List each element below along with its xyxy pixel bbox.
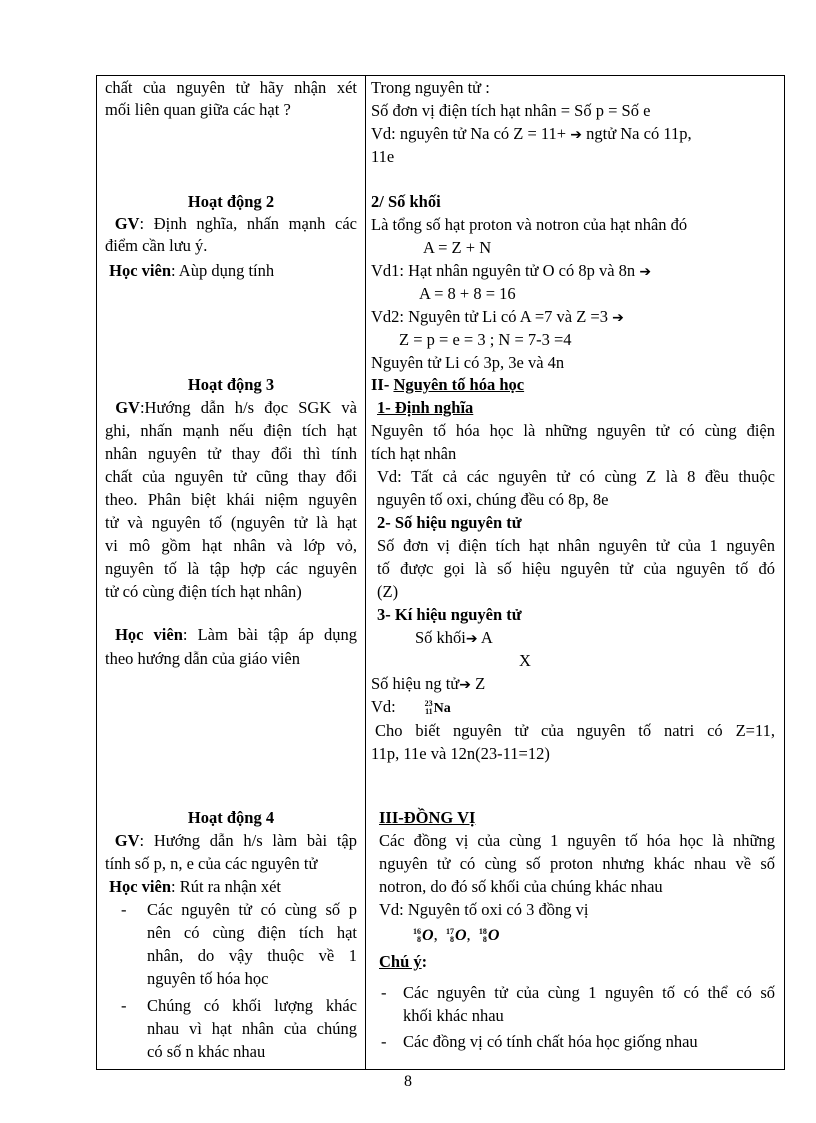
right-text: 11e <box>371 147 395 166</box>
note-text: khối khác nhau <box>403 1006 504 1025</box>
right-text: Vd1: Hạt nhân nguyên tử O có 8p và 8n ➔ <box>371 261 652 280</box>
oxygen-isotopes: 16 8O, 17 8O, 18 8O <box>413 925 500 945</box>
right-text: Số đơn vị điện tích hạt nhân nguyên tử của 1 nguyên <box>377 536 775 555</box>
right-text: Các đồng vị của cùng 1 nguyên tố hóa học là những <box>379 831 775 850</box>
note-text: Các đồng vị có tính chất hóa học giống nhau <box>403 1032 698 1051</box>
sub-heading: 3- Kí hiệu nguyên tử <box>377 605 522 624</box>
bullet-text: nhân, do vậy thuộc về 1 <box>147 946 357 965</box>
left-text: mối liên quan giữa các hạt ? <box>105 100 291 119</box>
sub-heading: 2- Số hiệu nguyên tử <box>377 513 522 532</box>
right-text: Là tổng số hạt proton và notron của hạt nhân đó <box>371 215 688 234</box>
gv-text: GV: Định nghĩa, nhấn mạnh các <box>114 214 357 233</box>
gv-text: vi mô gồm hạt nhân và lớp vỏ, <box>105 536 357 555</box>
section-heading: II- Nguyên tố hóa học <box>371 375 525 394</box>
arrow-right-icon: ➔ <box>465 631 478 647</box>
arrow-right-icon: ➔ <box>459 677 471 693</box>
symbol-label: Số hiệu ng tử➔ Z <box>371 674 486 693</box>
activity-title: Hoạt động 3 <box>187 375 275 394</box>
isotope-symbol: 16 8O <box>413 927 434 945</box>
bullet-text: nguyên tố hóa học <box>147 969 269 988</box>
note-label: Chú ý: <box>379 952 428 971</box>
formula: Z = p = e = 3 ; N = 7-3 =4 <box>399 330 572 349</box>
arrow-right-icon: ➔ <box>612 310 624 326</box>
bullet-dash: - <box>381 983 387 1002</box>
gv-text: tính số p, n, e của các nguyên tử <box>105 854 318 873</box>
isotope-symbol: 17 8O <box>445 927 467 945</box>
right-text: 11p, 11e và 12n(23-11=12) <box>371 744 550 763</box>
gv-text: nguyên tố là tập hợp các nguyên <box>105 559 357 578</box>
right-text: Vd2: Nguyên tử Li có A =7 và Z =3 ➔ <box>371 307 624 326</box>
bullet-dash: - <box>381 1032 387 1051</box>
formula: A = 8 + 8 = 16 <box>419 284 516 303</box>
bullet-dash: - <box>121 900 127 919</box>
example-na: Vd: 23 11Na <box>371 697 451 717</box>
right-text: (Z) <box>377 582 399 601</box>
symbol-label: Số khối➔ A <box>415 628 493 647</box>
page-number: 8 <box>404 1073 412 1090</box>
right-text: tích hạt nhân <box>371 444 457 463</box>
left-text: chất của nguyên tử hãy nhận xét <box>105 78 357 97</box>
gv-text: GV:Hướng dẫn h/s đọc SGK và <box>115 398 358 417</box>
gv-text: chất của nguyên tử cũng thay đổi <box>105 467 357 486</box>
right-text: nguyên tử có cùng số proton nhưng khác nhau về số <box>379 854 775 873</box>
gv-text: tử và nguyên tố (nguyên tử là hạt <box>105 513 357 532</box>
right-text: Vd: nguyên tử Na có Z = 11+ ➔ ngtử Na có 11p, <box>371 124 692 143</box>
bullet-text: nên có cùng điện tích hạt <box>147 923 357 942</box>
section-heading: III-ĐỒNG VỊ <box>379 808 476 827</box>
gv-text: theo. Phân biệt khái niệm nguyên <box>105 490 357 509</box>
gv-text: GV: Hướng dẫn h/s làm bài tập <box>114 831 357 850</box>
bullet-text: Các nguyên tử có cùng số p <box>147 900 357 919</box>
na-symbol: 23 11Na <box>424 699 451 717</box>
column-divider <box>365 76 366 1069</box>
right-text: tố được gọi là số hiệu nguyên tử của nguyên tố đó <box>377 559 775 578</box>
right-text: Cho biết nguyên tử của nguyên tố natri có Z=11, <box>375 721 775 740</box>
right-text: Nguyên tử Li có 3p, 3e và 4n <box>371 353 565 372</box>
bullet-text: Chúng có khối lượng khác <box>147 996 357 1015</box>
hv-text: theo hướng dẫn của giáo viên <box>105 649 300 668</box>
right-text: Nguyên tố hóa học là những nguyên tử có cùng điện <box>371 421 775 440</box>
hv-text: Học viên: Aùp dụng tính <box>109 261 275 280</box>
sub-heading: 1- Định nghĩa <box>377 398 474 417</box>
lesson-table <box>96 75 785 1070</box>
hv-text: Học viên: Làm bài tập áp dụng <box>115 625 357 644</box>
right-text: Trong nguyên tử : <box>371 78 490 97</box>
activity-title: Hoạt động 2 <box>187 192 275 211</box>
gv-text: nhân nguyên tử thay đổi thì tính <box>105 444 357 463</box>
bullet-dash: - <box>121 996 127 1015</box>
right-text: Số đơn vị điện tích hạt nhân = Số p = Số e <box>371 101 651 120</box>
right-text: Vd: Tất cả các nguyên tử có cùng Z là 8 đều thuộc <box>377 467 775 486</box>
arrow-right-icon: ➔ <box>639 264 652 280</box>
activity-title: Hoạt động 4 <box>187 808 275 827</box>
bullet-text: nhau vì hạt nhân của chúng <box>147 1019 357 1038</box>
bullet-text: có số n khác nhau <box>147 1042 266 1061</box>
right-text: nguyên tố oxi, chúng đều có 8p, 8e <box>377 490 609 509</box>
formula: A = Z + N <box>423 238 492 257</box>
gv-text: ghi, nhấn mạnh nếu điện tích hạt <box>105 421 357 440</box>
gv-text: tử có cùng điện tích hạt nhân) <box>105 582 302 601</box>
right-text: Vd: Nguyên tố oxi có 3 đồng vị <box>379 900 589 919</box>
section-heading: 2/ Số khối <box>371 192 441 211</box>
isotope-symbol: 18 8O <box>478 927 500 945</box>
gv-text: điểm cần lưu ý. <box>105 236 208 255</box>
note-text: Các nguyên tử của cùng 1 nguyên tố có thể có số <box>403 983 775 1002</box>
arrow-right-icon: ➔ <box>570 127 582 143</box>
hv-text: Học viên: Rút ra nhận xét <box>109 877 281 896</box>
symbol-x: X <box>519 651 531 670</box>
right-text: notron, do đó số khối của chúng khác nhau <box>379 877 663 896</box>
